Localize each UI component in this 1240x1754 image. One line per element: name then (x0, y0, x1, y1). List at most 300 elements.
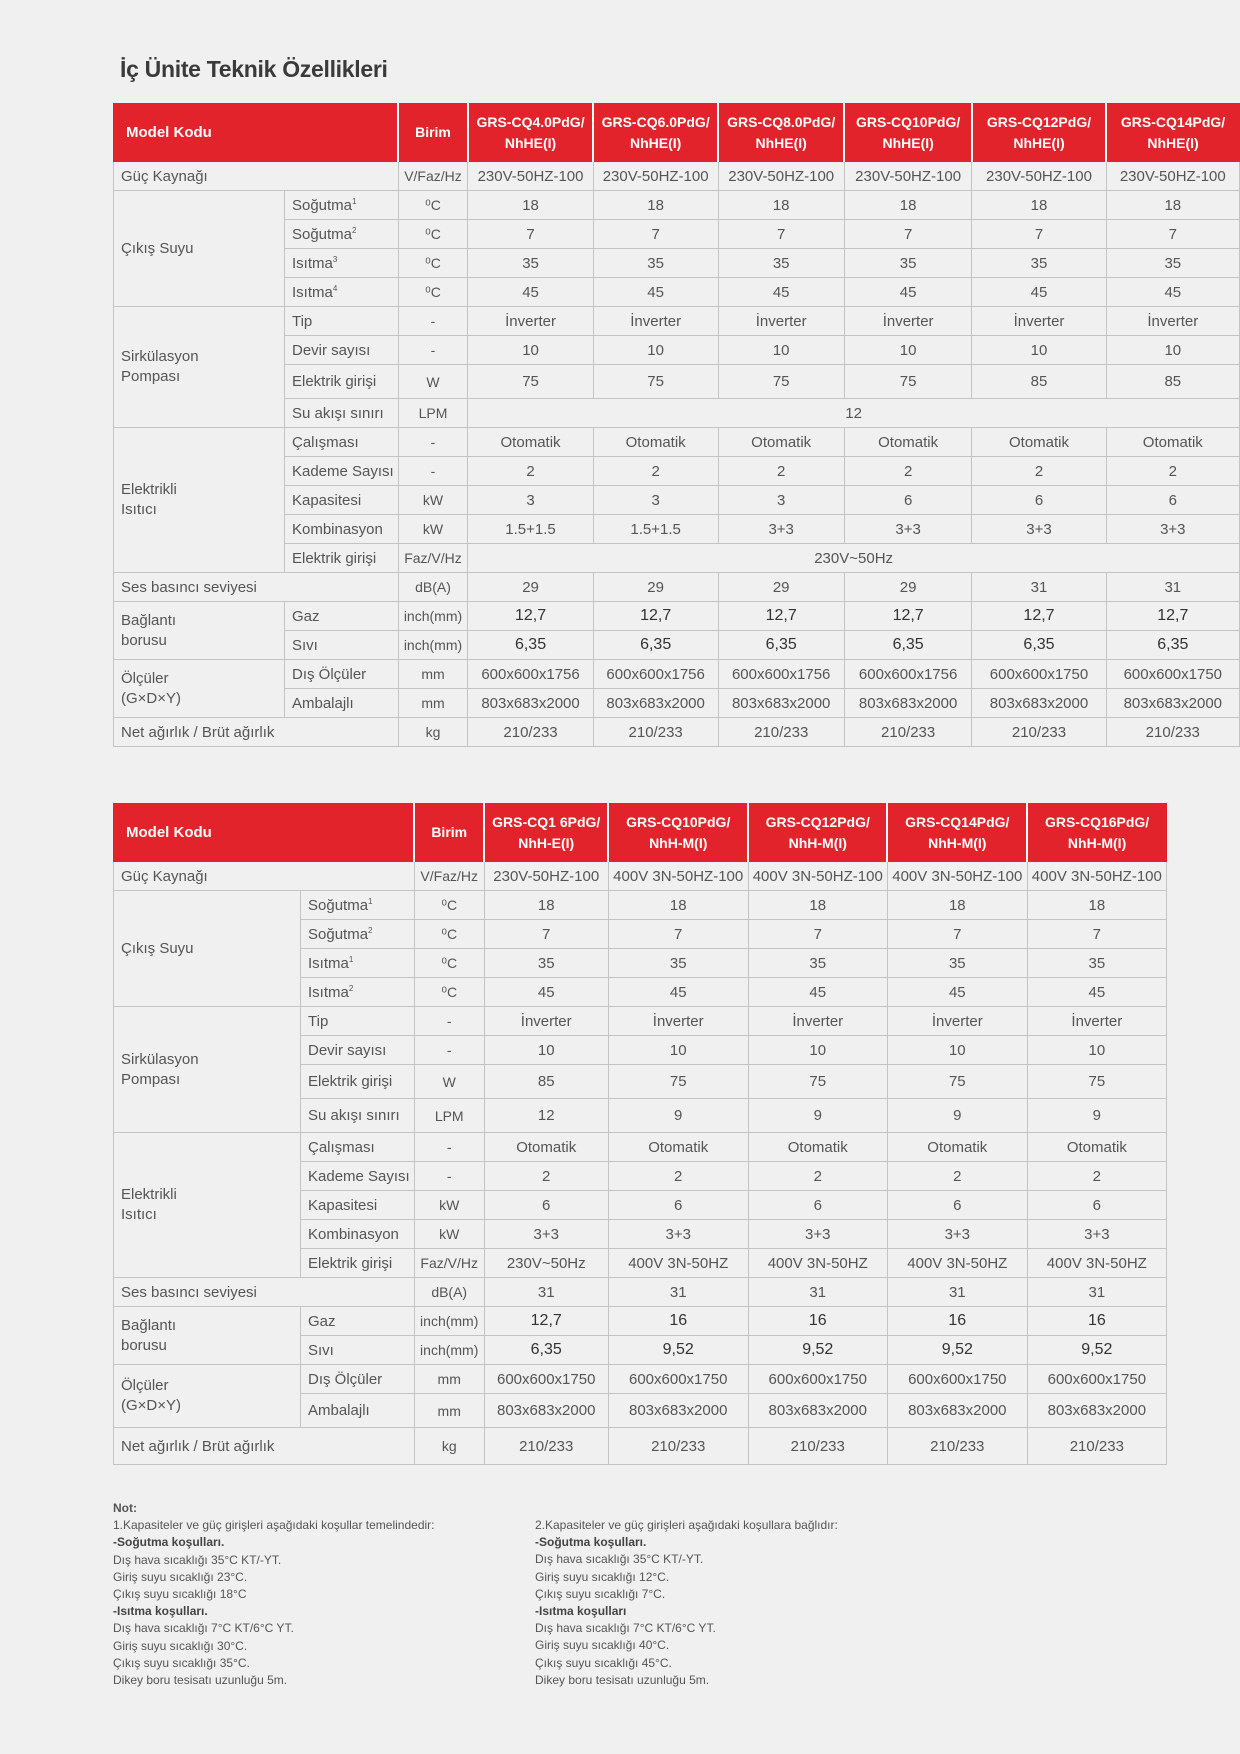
value-cell: 45 (887, 978, 1027, 1007)
value-cell: 85 (484, 1065, 608, 1099)
row-label: Sıvı (284, 631, 398, 660)
value-cell: 210/233 (608, 1428, 748, 1465)
value-cell: İnverter (608, 1007, 748, 1036)
value-cell: İnverter (1106, 307, 1239, 336)
value-cell: İnverter (748, 1007, 887, 1036)
table-row (114, 1278, 1167, 1307)
group-label: Bağlantı borusu (114, 1307, 301, 1365)
group-label: Bağlantı borusu (114, 602, 285, 660)
value-cell: 45 (718, 278, 844, 307)
value-cell: 2 (468, 457, 594, 486)
value-cell: İnverter (972, 307, 1106, 336)
row-label: Elektrik girişi (301, 1065, 415, 1099)
value-cell: İnverter (1027, 1007, 1166, 1036)
value-cell: 600x600x1750 (484, 1365, 608, 1394)
value-cell: İnverter (484, 1007, 608, 1036)
unit-cell: ⁰C (398, 249, 468, 278)
value-cell: 230V-50HZ-100 (718, 162, 844, 191)
table-row (114, 1365, 1167, 1394)
row-label: Isıtma$^1$ (301, 949, 415, 978)
value-cell: 9,52 (887, 1336, 1027, 1365)
value-cell: 3+3 (748, 1220, 887, 1249)
row-label: Çalışması (284, 428, 398, 457)
value-cell: 230V~50Hz (484, 1249, 608, 1278)
value-cell: 803x683x2000 (608, 1394, 748, 1428)
table-row (114, 428, 1240, 457)
value-cell: 75 (718, 365, 844, 399)
model-header: GRS-CQ12PdG/ NhHE(I) (972, 104, 1106, 162)
unit-cell: kW (398, 486, 468, 515)
value-cell: 400V 3N-50HZ-100 (887, 862, 1027, 891)
value-cell: 75 (608, 1065, 748, 1099)
model-code-header: Model Kodu (114, 104, 399, 162)
value-cell: 35 (484, 949, 608, 978)
value-cell: 803x683x2000 (468, 689, 594, 718)
model-header: GRS-CQ14PdG/ NhHE(I) (1106, 104, 1239, 162)
row-label: Elektrik girişi (301, 1249, 415, 1278)
value-cell: 7 (1106, 220, 1239, 249)
value-cell: 12,7 (593, 602, 718, 631)
value-cell: 6 (748, 1191, 887, 1220)
value-cell: 10 (718, 336, 844, 365)
value-cell: 45 (608, 978, 748, 1007)
value-cell: 803x683x2000 (593, 689, 718, 718)
row-label: Net ağırlık / Brüt ağırlık (114, 718, 399, 747)
row-label: Net ağırlık / Brüt ağırlık (114, 1428, 415, 1465)
table-row (114, 162, 1240, 191)
unit-cell: inch(mm) (414, 1307, 484, 1336)
unit-cell: - (414, 1133, 484, 1162)
table-row (114, 718, 1240, 747)
value-cell: 7 (972, 220, 1106, 249)
unit-cell: - (398, 428, 468, 457)
row-label: Isıtma$^4$ (284, 278, 398, 307)
model-header: GRS-CQ6.0PdG/ NhHE(I) (593, 104, 718, 162)
value-cell: 12,7 (484, 1307, 608, 1336)
table-row (114, 602, 1240, 631)
row-label: Kombinasyon (284, 515, 398, 544)
value-cell: 230V-50HZ-100 (844, 162, 972, 191)
value-cell: 803x683x2000 (748, 1394, 887, 1428)
value-cell: 3+3 (608, 1220, 748, 1249)
value-cell: 18 (748, 891, 887, 920)
unit-cell: LPM (414, 1099, 484, 1133)
value-cell: 35 (887, 949, 1027, 978)
unit-cell: mm (414, 1394, 484, 1428)
model-header: GRS-CQ8.0PdG/ NhHE(I) (718, 104, 844, 162)
table-row (114, 862, 1167, 891)
value-cell: 35 (608, 949, 748, 978)
value-cell: 400V 3N-50HZ (748, 1249, 887, 1278)
note-line: Dikey boru tesisatı uzunluğu 5m. (535, 1672, 710, 1687)
value-cell: 210/233 (1027, 1428, 1166, 1465)
table-row (114, 1307, 1167, 1336)
value-cell: 400V 3N-50HZ (608, 1249, 748, 1278)
value-cell: 10 (1106, 336, 1239, 365)
value-cell: 2 (972, 457, 1106, 486)
value-cell: 210/233 (972, 718, 1106, 747)
value-cell: 75 (844, 365, 972, 399)
value-cell: 12,7 (972, 602, 1106, 631)
value-cell: 9,52 (608, 1336, 748, 1365)
row-label: Soğutma$^1$ (301, 891, 415, 920)
row-label: Su akışı sınırı (284, 399, 398, 428)
model-code-header: Model Kodu (114, 804, 415, 862)
value-cell: 6,35 (718, 631, 844, 660)
value-cell: 230V-50HZ-100 (484, 862, 608, 891)
row-label: Devir sayısı (284, 336, 398, 365)
value-cell: 2 (887, 1162, 1027, 1191)
value-cell: 9 (887, 1099, 1027, 1133)
unit-cell: inch(mm) (398, 631, 468, 660)
value-cell: Otomatik (1106, 428, 1239, 457)
value-cell: 2 (718, 457, 844, 486)
value-cell: 45 (748, 978, 887, 1007)
row-label: Güç Kaynağı (114, 162, 399, 191)
value-cell: 230V-50HZ-100 (972, 162, 1106, 191)
value-cell: 10 (972, 336, 1106, 365)
note-line: Dış hava sıcaklığı 35°C KT/-YT. (535, 1552, 704, 1567)
row-label: Tip (284, 307, 398, 336)
group-label: Elektrikli Isıtıcı (114, 1133, 301, 1278)
model-header: GRS-CQ14PdG/ NhH-M(I) (887, 804, 1027, 862)
value-cell: 2 (608, 1162, 748, 1191)
row-label: Devir sayısı (301, 1036, 415, 1065)
row-label: Ambalajlı (284, 689, 398, 718)
value-cell: 6 (972, 486, 1106, 515)
note-line: -Soğutma koşulları. (535, 1535, 647, 1550)
value-cell: Otomatik (593, 428, 718, 457)
unit-cell: ⁰C (398, 278, 468, 307)
note-line: Dış hava sıcaklığı 7°C KT/6°C YT. (113, 1621, 294, 1636)
unit-cell: ⁰C (414, 978, 484, 1007)
unit-cell: ⁰C (398, 220, 468, 249)
value-cell: 10 (844, 336, 972, 365)
value-cell: 400V 3N-50HZ-100 (608, 862, 748, 891)
value-cell: 803x683x2000 (718, 689, 844, 718)
value-cell: 85 (1106, 365, 1239, 399)
note-line: Dikey boru tesisatı uzunluğu 5m. (113, 1673, 288, 1688)
row-label: Kapasitesi (301, 1191, 415, 1220)
value-cell: 35 (1106, 249, 1239, 278)
row-label: Ses basıncı seviyesi (114, 573, 399, 602)
unit-cell: kW (414, 1191, 484, 1220)
value-cell: 7 (844, 220, 972, 249)
unit-cell: inch(mm) (398, 602, 468, 631)
value-cell: 12,7 (1106, 602, 1239, 631)
value-cell: 29 (844, 573, 972, 602)
value-cell: 31 (972, 573, 1106, 602)
note-line: 1.Kapasiteler ve güç girişleri aşağıdaki koşullar temelindedir: (113, 1518, 435, 1533)
value-cell: 400V 3N-50HZ-100 (1027, 862, 1166, 891)
value-cell: Otomatik (1027, 1133, 1166, 1162)
model-header: GRS-CQ10PdG/ NhHE(I) (844, 104, 972, 162)
value-cell: 75 (1027, 1065, 1166, 1099)
value-cell: Otomatik (484, 1133, 608, 1162)
table-row (114, 1007, 1167, 1036)
value-cell: 16 (887, 1307, 1027, 1336)
value-cell: 18 (484, 891, 608, 920)
value-cell: 600x600x1750 (1027, 1365, 1166, 1394)
unit-cell: V/Faz/Hz (398, 162, 468, 191)
value-cell: 10 (608, 1036, 748, 1065)
value-cell: 85 (972, 365, 1106, 399)
group-label: Sirkülasyon Pompası (114, 307, 285, 428)
unit-cell: mm (398, 689, 468, 718)
value-cell: 18 (887, 891, 1027, 920)
unit-cell: W (398, 365, 468, 399)
unit-cell: V/Faz/Hz (414, 862, 484, 891)
value-cell: 18 (972, 191, 1106, 220)
value-cell: 35 (718, 249, 844, 278)
row-label: Gaz (301, 1307, 415, 1336)
value-cell: 45 (972, 278, 1106, 307)
value-cell: 12 (468, 399, 1240, 428)
spec-table-2 (113, 803, 1167, 1465)
value-cell: İnverter (844, 307, 972, 336)
value-cell: 10 (1027, 1036, 1166, 1065)
unit-cell: ⁰C (414, 949, 484, 978)
value-cell: 1.5+1.5 (593, 515, 718, 544)
value-cell: 18 (718, 191, 844, 220)
value-cell: 3+3 (718, 515, 844, 544)
value-cell: 400V 3N-50HZ (1027, 1249, 1166, 1278)
value-cell: Otomatik (748, 1133, 887, 1162)
row-label: Kademe Sayısı (284, 457, 398, 486)
note-line: Giriş suyu sıcaklığı 30°C. (113, 1638, 248, 1653)
value-cell: 3 (718, 486, 844, 515)
unit-cell: dB(A) (398, 573, 468, 602)
row-label: Soğutma$^2$ (284, 220, 398, 249)
value-cell: İnverter (593, 307, 718, 336)
value-cell: 6,35 (593, 631, 718, 660)
note-line: -Soğutma koşulları. (113, 1535, 225, 1550)
value-cell: 803x683x2000 (844, 689, 972, 718)
unit-cell: W (414, 1065, 484, 1099)
value-cell: 31 (748, 1278, 887, 1307)
value-cell: 803x683x2000 (484, 1394, 608, 1428)
value-cell: 9 (1027, 1099, 1166, 1133)
unit-header: Birim (398, 104, 468, 162)
value-cell: 35 (844, 249, 972, 278)
value-cell: 35 (1027, 949, 1166, 978)
row-label: Dış Ölçüler (301, 1365, 415, 1394)
header-row (114, 804, 1167, 862)
note-line: Dış hava sıcaklığı 35°C KT/-YT. (113, 1552, 282, 1567)
value-cell: 6 (608, 1191, 748, 1220)
value-cell: Otomatik (468, 428, 594, 457)
value-cell: 18 (593, 191, 718, 220)
value-cell: Otomatik (718, 428, 844, 457)
model-header: GRS-CQ4.0PdG/ NhHE(I) (468, 104, 594, 162)
unit-cell: - (414, 1036, 484, 1065)
value-cell: 600x600x1750 (748, 1365, 887, 1394)
value-cell: 31 (1027, 1278, 1166, 1307)
row-label: Kombinasyon (301, 1220, 415, 1249)
value-cell: 7 (1027, 920, 1166, 949)
value-cell: 6,35 (1106, 631, 1239, 660)
value-cell: 2 (593, 457, 718, 486)
note-line: Dış hava sıcaklığı 7°C KT/6°C YT. (535, 1621, 716, 1636)
value-cell: 803x683x2000 (1106, 689, 1239, 718)
value-cell: 7 (484, 920, 608, 949)
value-cell: 9,52 (1027, 1336, 1166, 1365)
value-cell: 45 (484, 978, 608, 1007)
value-cell: 600x600x1756 (718, 660, 844, 689)
value-cell: 230V-50HZ-100 (593, 162, 718, 191)
group-label: Sirkülasyon Pompası (114, 1007, 301, 1133)
notes-right (535, 1517, 838, 1689)
value-cell: 3 (593, 486, 718, 515)
unit-cell: - (414, 1162, 484, 1191)
note-line: -Isıtma koşulları (535, 1604, 627, 1619)
value-cell: 18 (1106, 191, 1239, 220)
value-cell: 29 (468, 573, 594, 602)
value-cell: 18 (468, 191, 594, 220)
value-cell: 45 (844, 278, 972, 307)
value-cell: 210/233 (593, 718, 718, 747)
value-cell: 803x683x2000 (1027, 1394, 1166, 1428)
unit-cell: - (398, 307, 468, 336)
row-label: Isıtma$^3$ (284, 249, 398, 278)
value-cell: 10 (468, 336, 594, 365)
row-label: Tip (301, 1007, 415, 1036)
value-cell: 7 (608, 920, 748, 949)
value-cell: 2 (1106, 457, 1239, 486)
row-label: Su akışı sınırı (301, 1099, 415, 1133)
value-cell: 7 (468, 220, 594, 249)
value-cell: 210/233 (844, 718, 972, 747)
note-line: 2.Kapasiteler ve güç girişleri aşağıdaki koşullara bağlıdır: (535, 1518, 838, 1532)
value-cell: İnverter (468, 307, 594, 336)
value-cell: 600x600x1750 (1106, 660, 1239, 689)
group-label: Ölçüler (G×D×Y) (114, 660, 285, 718)
unit-cell: inch(mm) (414, 1336, 484, 1365)
value-cell: 2 (1027, 1162, 1166, 1191)
row-label: Dış Ölçüler (284, 660, 398, 689)
value-cell: 2 (844, 457, 972, 486)
table-row (114, 573, 1240, 602)
group-label: Elektrikli Isıtıcı (114, 428, 285, 573)
value-cell: 29 (718, 573, 844, 602)
unit-cell: - (398, 336, 468, 365)
value-cell: 600x600x1756 (844, 660, 972, 689)
value-cell: 75 (468, 365, 594, 399)
value-cell: 29 (593, 573, 718, 602)
table-row (114, 660, 1240, 689)
value-cell: 3+3 (1106, 515, 1239, 544)
value-cell: 75 (887, 1065, 1027, 1099)
value-cell: 3+3 (484, 1220, 608, 1249)
value-cell: Otomatik (844, 428, 972, 457)
unit-cell: ⁰C (398, 191, 468, 220)
unit-cell: ⁰C (414, 920, 484, 949)
note-line: Çıkış suyu sıcaklığı 7°C. (535, 1586, 666, 1601)
group-label: Ölçüler (G×D×Y) (114, 1365, 301, 1428)
value-cell: 31 (1106, 573, 1239, 602)
notes-heading: Not: (113, 1501, 137, 1515)
header-row (114, 104, 1240, 162)
unit-cell: - (414, 1007, 484, 1036)
value-cell: İnverter (887, 1007, 1027, 1036)
value-cell: 230V-50HZ-100 (468, 162, 594, 191)
row-label: Sıvı (301, 1336, 415, 1365)
note-line: -Isıtma koşulları. (113, 1604, 208, 1619)
value-cell: 6 (484, 1191, 608, 1220)
value-cell: 210/233 (468, 718, 594, 747)
row-label: Soğutma$^2$ (301, 920, 415, 949)
page-title: İç Ünite Teknik Özellikleri (120, 56, 388, 82)
row-label: Elektrik girişi (284, 365, 398, 399)
value-cell: 6,35 (844, 631, 972, 660)
value-cell: 3 (468, 486, 594, 515)
row-label: Isıtma$^2$ (301, 978, 415, 1007)
value-cell: 600x600x1750 (608, 1365, 748, 1394)
value-cell: 9 (748, 1099, 887, 1133)
value-cell: 35 (593, 249, 718, 278)
row-label: Gaz (284, 602, 398, 631)
value-cell: 803x683x2000 (887, 1394, 1027, 1428)
value-cell: 10 (593, 336, 718, 365)
value-cell: 7 (887, 920, 1027, 949)
unit-cell: kg (398, 718, 468, 747)
unit-cell: kW (414, 1220, 484, 1249)
value-cell: 9 (608, 1099, 748, 1133)
row-label: Ambalajlı (301, 1394, 415, 1428)
value-cell: 6 (1027, 1191, 1166, 1220)
value-cell: Otomatik (972, 428, 1106, 457)
value-cell: 16 (748, 1307, 887, 1336)
value-cell: 6,35 (468, 631, 594, 660)
spec-table-1 (113, 103, 1240, 747)
value-cell: 35 (972, 249, 1106, 278)
row-label: Ses basıncı seviyesi (114, 1278, 415, 1307)
value-cell: 45 (1106, 278, 1239, 307)
value-cell: 3+3 (887, 1220, 1027, 1249)
model-header: GRS-CQ1 6PdG/ NhH-E(I) (484, 804, 608, 862)
value-cell: 6 (1106, 486, 1239, 515)
value-cell: 1.5+1.5 (468, 515, 594, 544)
unit-cell: dB(A) (414, 1278, 484, 1307)
value-cell: 230V~50Hz (468, 544, 1240, 573)
value-cell: 600x600x1750 (887, 1365, 1027, 1394)
value-cell: 18 (608, 891, 748, 920)
value-cell: 18 (1027, 891, 1166, 920)
value-cell: 16 (608, 1307, 748, 1336)
value-cell: 3+3 (844, 515, 972, 544)
value-cell: 210/233 (748, 1428, 887, 1465)
note-line: Çıkış suyu sıcaklığı 45°C. (535, 1655, 672, 1670)
value-cell: 600x600x1756 (468, 660, 594, 689)
value-cell: 230V-50HZ-100 (1106, 162, 1239, 191)
value-cell: 7 (718, 220, 844, 249)
value-cell: 600x600x1750 (972, 660, 1106, 689)
unit-cell: ⁰C (414, 891, 484, 920)
value-cell: 31 (484, 1278, 608, 1307)
value-cell: 35 (468, 249, 594, 278)
value-cell: 400V 3N-50HZ (887, 1249, 1027, 1278)
value-cell: 12,7 (718, 602, 844, 631)
unit-cell: mm (414, 1365, 484, 1394)
unit-cell: LPM (398, 399, 468, 428)
value-cell: 6,35 (972, 631, 1106, 660)
value-cell: 6,35 (484, 1336, 608, 1365)
table-row (114, 891, 1167, 920)
unit-header: Birim (414, 804, 484, 862)
note-line: Çıkış suyu sıcaklığı 35°C. (113, 1655, 250, 1670)
row-label: Soğutma$^1$ (284, 191, 398, 220)
value-cell: 31 (887, 1278, 1027, 1307)
